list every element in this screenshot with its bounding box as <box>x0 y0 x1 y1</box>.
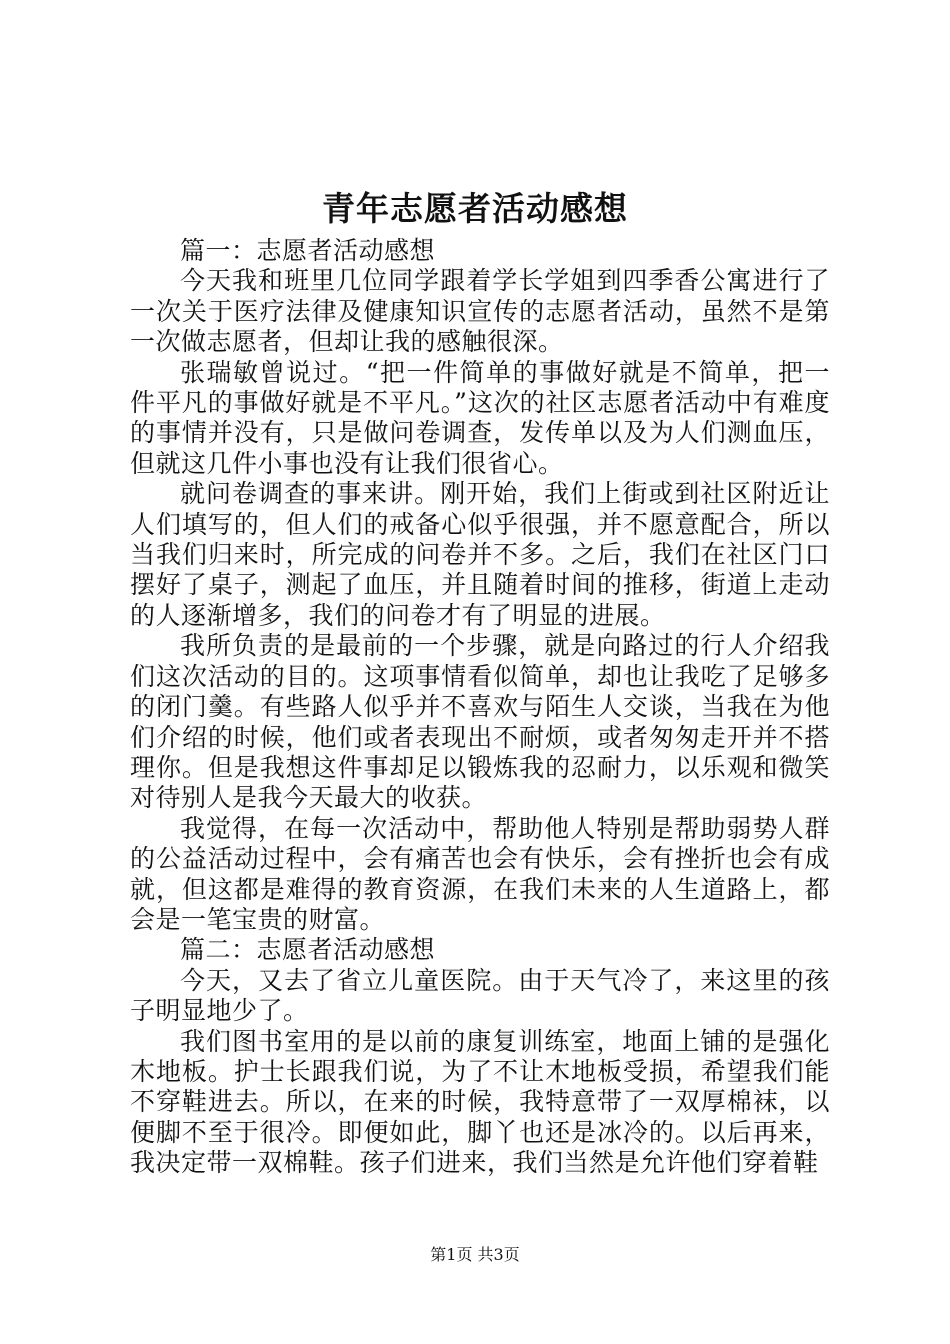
paragraph: 我们图书室用的是以前的康复训练室，地面上铺的是强化木地板。护士长跟我们说，为了不让木地板受损，希望我们能不穿鞋进去。所以，在来的时候，我特意带了一双厚棉袜，以便脚不至于很冷。即便如此，脚丫也还是冰冷的。以后再来，我决定带一双棉鞋。孩子们进来，我们当然是允许他们穿着鞋 <box>130 1026 830 1178</box>
paragraph: 我觉得，在每一次活动中，帮助他人特别是帮助弱势人群的公益活动过程中，会有痛苦也会有快乐，会有挫折也会有成就，但这都是难得的教育资源，在我们未来的人生道路上，都会是一笔宝贵的财富。 <box>130 813 830 934</box>
document-title: 青年志愿者活动感想 <box>322 189 628 228</box>
paragraph: 就问卷调查的事来讲。刚开始，我们上街或到社区附近让人们填写的，但人们的戒备心似乎很强，并不愿意配合，所以当我们归来时，所完成的问卷并不多。之后，我们在社区门口摆好了桌子，测起了血压，并且随着时间的推移，街道上走动的人逐渐增多，我们的问卷才有了明显的进展。 <box>130 479 830 630</box>
document-body <box>130 236 830 1179</box>
paragraph: 我所负责的是最前的一个步骤，就是向路过的行人介绍我们这次活动的目的。这项事情看似简单，却也让我吃了足够多的闭门羹。有些路人似乎并不喜欢与陌生人交谈，当我在为他们介绍的时候，他们或者表现出不耐烦，或者匆匆走开并不搭理你。但是我想这件事却足以锻炼我的忍耐力，以乐观和微笑对待别人是我今天最大的收获。 <box>130 631 830 813</box>
paragraph: 今天，又去了省立儿童医院。由于天气冷了，来这里的孩子明显地少了。 <box>130 965 830 1026</box>
page-number-footer: 第1页 共3页 <box>430 1245 520 1264</box>
section-heading-2: 篇二：志愿者活动感想 <box>180 935 436 965</box>
paragraph: 今天我和班里几位同学跟着学长学姐到四季香公寓进行了一次关于医疗法律及健康知识宣传的志愿者活动，虽然不是第一次做志愿者，但却让我的感触很深。 <box>130 266 830 357</box>
paragraph: 张瑞敏曾说过。“把一件简单的事做好就是不简单，把一件平凡的事做好就是不平凡。”这次的社区志愿者活动中有难度的事情并没有，只是做问卷调查，发传单以及为人们测血压，但就这几件小事也没有让我们很省心。 <box>130 357 830 478</box>
section-heading-1: 篇一：志愿者活动感想 <box>180 236 436 265</box>
